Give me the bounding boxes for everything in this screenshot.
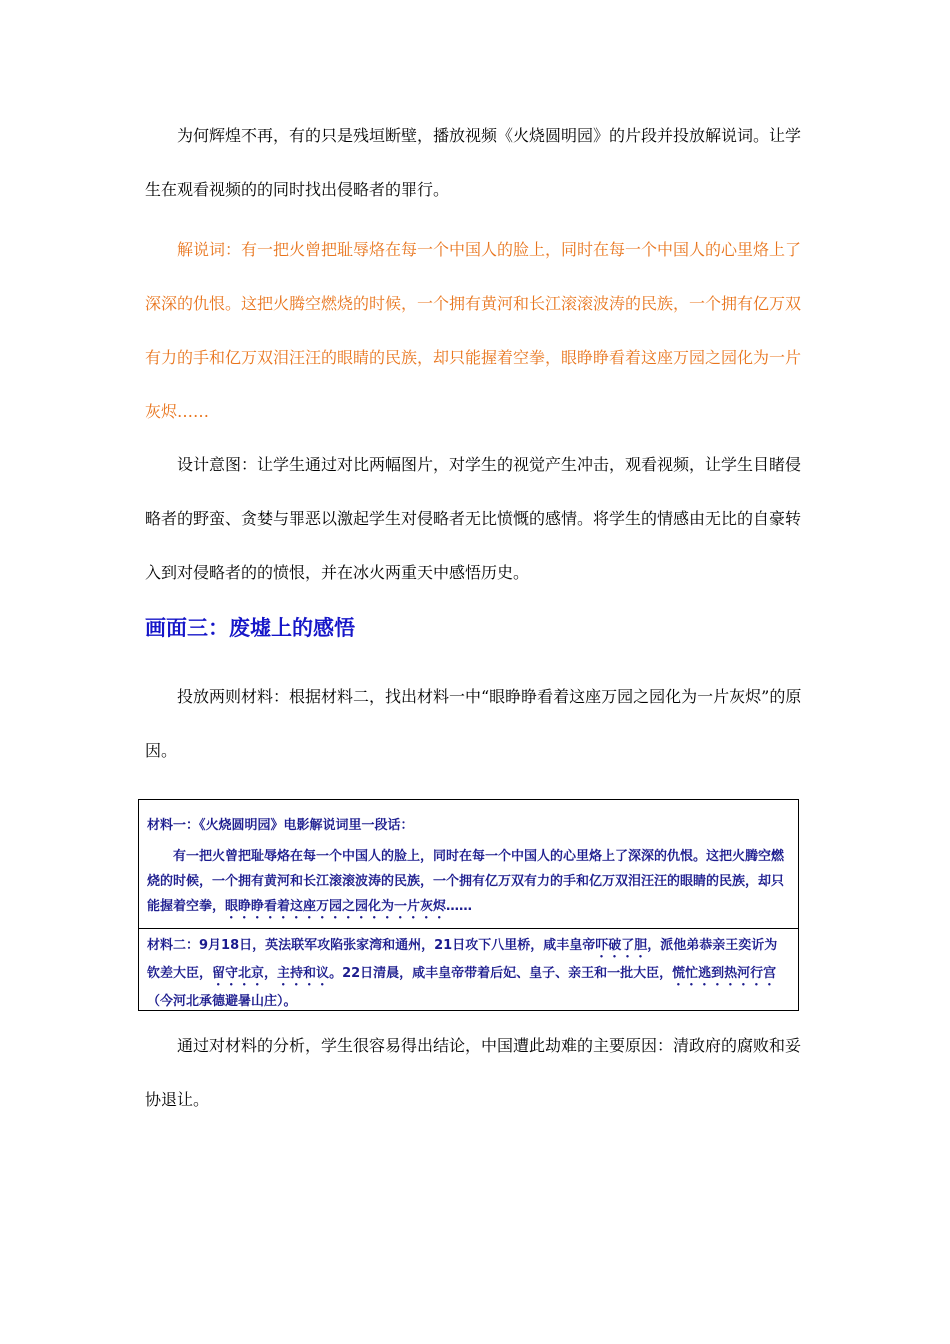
narration-text: 解说词：有一把火曾把耻辱烙在每一个中国人的脸上，同时在每一个中国人的心里烙上了深深的仇恨。这把火腾空燃烧的时候，一个拥有黄河和长江滚滚波涛的民族，一个拥有亿万双有力的手和亿万双泪汪汪的眼睛的民族，却只能握着空拳，眼睁睁看着这座万园之园化为一片灰烬…… [145, 240, 802, 421]
material-two-text-4: 。22日清晨，咸丰皇帝带着后妃、皇子、亲王和一批大臣， [329, 966, 673, 981]
conclusion-paragraph [145, 1019, 807, 1127]
material-two-body [147, 933, 790, 1014]
material-one-text: 有一把火曾把耻辱烙在每一个中国人的脸上，同时在每一个中国人的心里烙上了深深的仇恨。这把火腾空燃烧的时候，一个拥有黄河和长江滚滚波涛的民族，一个拥有亿万双有力的手和亿万双泪汪汪的眼睛的民族，却只能握着空拳， [147, 849, 785, 914]
material-two-box [138, 928, 799, 1011]
materials-intro-paragraph [145, 670, 807, 778]
paragraph-intro-text: 为何辉煌不再，有的只是残垣断壁，播放视频《火烧圆明园》的片段并投放解说词。让学生在观看视频的的同时找出侵略者的罪行。 [145, 126, 802, 199]
material-one-emphasis: 眼睁睁看着这座万园之园化为一片灰烬 [225, 899, 447, 914]
material-two-emphasis-3: 主持和议 [277, 966, 330, 981]
paragraph-intro [145, 109, 807, 217]
material-one-box [138, 799, 799, 929]
material-two-text-2: ，派他弟恭亲王奕䜣为钦差大臣， [147, 938, 778, 981]
material-two-text-5: （今河北承德避暑山庄）。 [147, 994, 297, 1009]
material-two-emphasis-1: 吓破了胆 [595, 938, 648, 953]
material-two-text-3: ， [264, 966, 278, 981]
material-one-ellipsis: …… [446, 899, 473, 914]
design-intent-text: 设计意图：让学生通过对比两幅图片，对学生的视觉产生冲击，观看视频，让学生目睹侵略者的野蛮、贪婪与罪恶以激起学生对侵略者无比愤慨的感情。将学生的情感由无比的自豪转入到对侵略者的的愤恨，并在冰火两重天中感悟历史。 [145, 455, 802, 582]
materials-intro-text: 投放两则材料：根据材料二，找出材料一中“眼睁睁看着这座万园之园化为一片灰烬”的原因。 [145, 687, 802, 760]
material-two-text-1: 材料二：9月18日，英法联军攻陷张家湾和通州，21日攻下八里桥，咸丰皇帝 [147, 938, 596, 953]
material-two-emphasis-2: 留守北京 [212, 966, 265, 981]
narration-paragraph [145, 223, 807, 439]
material-one-title: 材料一：《火烧圆明园》电影解说词里一段话： [147, 818, 414, 833]
material-one-body [147, 844, 790, 922]
conclusion-text: 通过对材料的分析，学生很容易得出结论，中国遭此劫难的主要原因：清政府的腐败和妥协退让。 [145, 1036, 802, 1109]
material-two-emphasis-4: 慌忙逃到热河行宫 [672, 966, 777, 981]
design-intent-paragraph [145, 438, 807, 600]
section-heading: 画面三：废墟上的感悟 [145, 616, 355, 640]
